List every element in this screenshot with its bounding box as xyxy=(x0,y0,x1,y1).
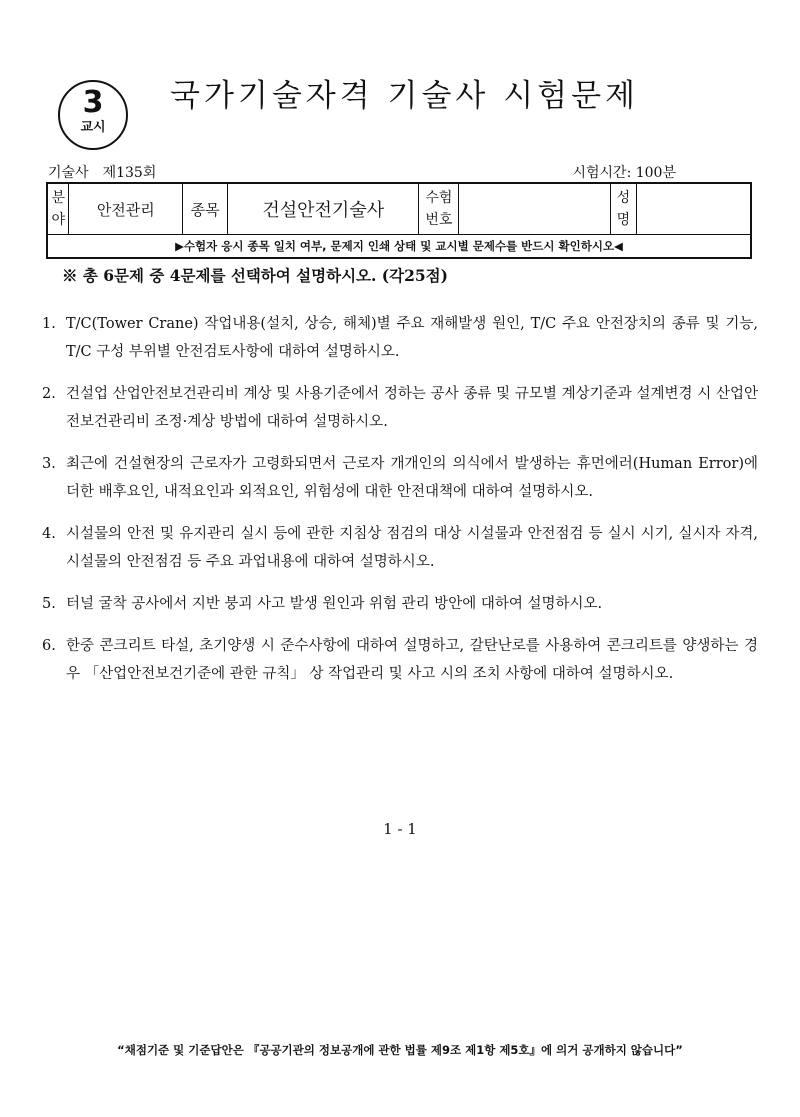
exam-number-label-text: 수험 번호 xyxy=(425,190,453,228)
question-item xyxy=(42,632,758,688)
exam-notice: ▶수험자 응시 종목 일치 여부, 문제지 인쇄 상태 및 교시별 문제수를 반드시 확인하시오◀ xyxy=(47,235,751,259)
question-number: 5. xyxy=(42,596,56,612)
exam-meta-left xyxy=(48,162,156,182)
period-label: 교시 xyxy=(80,120,106,135)
question-text: 시설물의 안전 및 유지관리 실시 등에 관한 지침상 점검의 대상 시설물과 안전점검 등 실시 시기, 실시자 자격, 시설물의 안전점검 등 주요 과업내용에 대하여 설명하시오. xyxy=(66,526,758,570)
type-label: 종목 xyxy=(183,183,228,235)
exam-number-value[interactable] xyxy=(459,183,611,235)
question-text: 터널 굴착 공사에서 지반 붕괴 사고 발생 원인과 위험 관리 방안에 대하여 설명하시오. xyxy=(66,596,603,612)
name-label xyxy=(610,183,636,235)
field-value: 안전관리 xyxy=(69,183,183,235)
field-label-text: 분 야 xyxy=(51,190,65,228)
question-text: T/C(Tower Crane) 작업내용(설치, 상승, 해체)별 주요 재해발생 원인, T/C 주요 안전장치의 종류 및 기능, T/C 구성 부위별 안전검토사항에 대하여 설명하시오. xyxy=(66,316,758,360)
exam-round: 제135회 xyxy=(102,165,157,181)
question-text: 최근에 건설현장의 근로자가 고령화되면서 근로자 개개인의 의식에서 발생하는 휴먼에러(Human Error)에 더한 배후요인, 내적요인과 외적요인, 위험성에 대한 안전대책에 대하여 설명하시오. xyxy=(66,456,758,500)
question-text: 한중 콘크리트 타설, 초기양생 시 준수사항에 대하여 설명하고, 갈탄난로를 사용하여 콘크리트를 양생하는 경우 「산업안전보건기준에 관한 규칙」 상 작업관리 및 사고 시의 조치 사항에 대하여 설명하시오. xyxy=(66,638,758,682)
exam-meta-row xyxy=(48,162,752,182)
question-item xyxy=(42,450,758,506)
question-list xyxy=(42,310,758,702)
name-value[interactable] xyxy=(636,183,751,235)
exam-number-label xyxy=(419,183,459,235)
exam-title: 국가기술자격 기술사 시험문제 xyxy=(170,78,640,114)
question-number: 2. xyxy=(42,386,56,402)
question-item xyxy=(42,520,758,576)
question-item xyxy=(42,310,758,366)
question-number: 6. xyxy=(42,638,56,654)
period-number: 3 xyxy=(82,85,104,120)
question-item xyxy=(42,590,758,618)
question-item xyxy=(42,380,758,436)
field-label xyxy=(47,183,69,235)
question-text: 건설업 산업안전보건관리비 계상 및 사용기준에서 정하는 공사 종류 및 규모별 계상기준과 설계변경 시 산업안전보건관리비 조정·계상 방법에 대하여 설명하시오. xyxy=(66,386,758,430)
page-number: 1 - 1 xyxy=(383,820,417,838)
question-number: 3. xyxy=(42,456,56,472)
period-badge xyxy=(58,80,128,150)
question-number: 1. xyxy=(42,316,56,332)
exam-info-table xyxy=(46,182,752,259)
exam-category: 기술사 xyxy=(48,165,89,181)
type-value: 건설안전기술사 xyxy=(228,183,419,235)
instruction-text: ※ 총 6문제 중 4문제를 선택하여 설명하시오. (각25점) xyxy=(62,266,448,285)
footer-note: “채점기준 및 기준답안은 『공공기관의 정보공개에 관한 법률 제9조 제1항 제5호』에 의거 공개하지 않습니다” xyxy=(117,1043,683,1057)
exam-time: 시험시간: 100분 xyxy=(572,165,676,181)
question-number: 4. xyxy=(42,526,56,542)
name-label-text: 성 명 xyxy=(616,190,631,228)
